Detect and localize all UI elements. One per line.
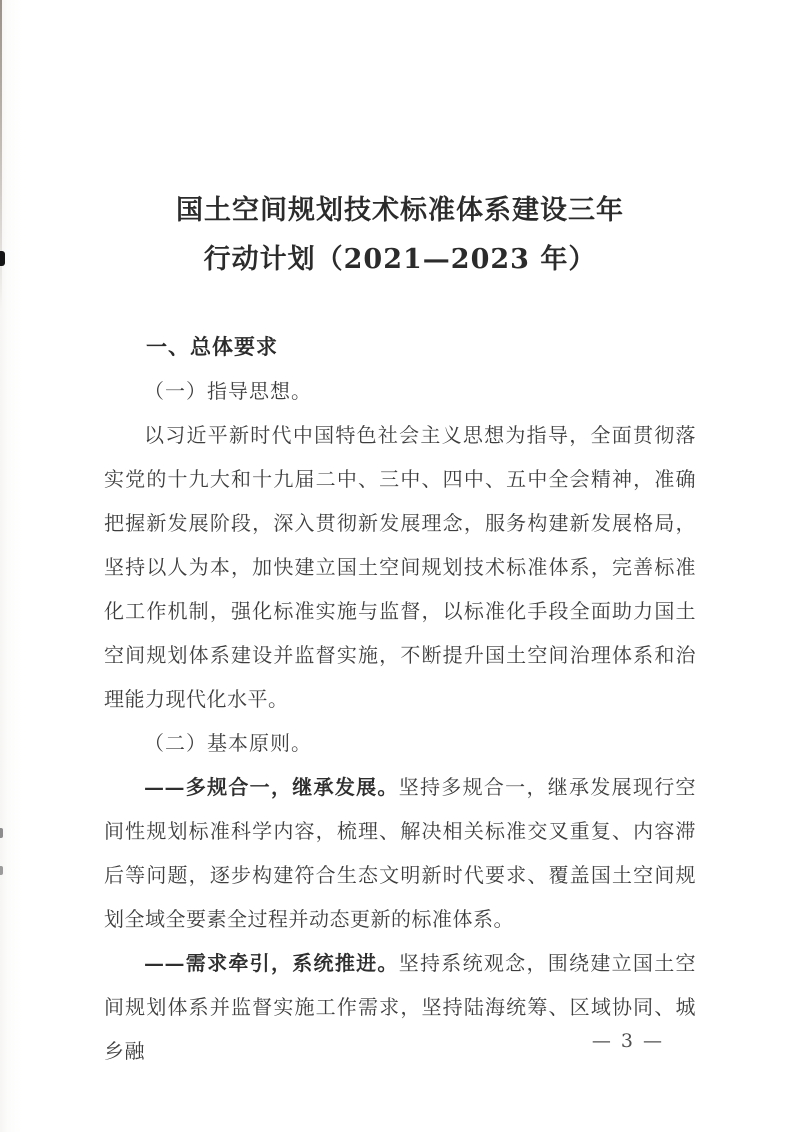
document-title bbox=[0, 0, 800, 284]
principle-1-lead: ——多规合一，继承发展。 bbox=[144, 775, 399, 799]
sub-heading-basic-principles: （二）基本原则。 bbox=[144, 731, 312, 755]
scan-artifact-mark bbox=[0, 251, 5, 266]
scan-artifact-mark bbox=[0, 828, 3, 838]
page-number: — 3 — bbox=[591, 1030, 664, 1052]
principle-1-text: 坚持多规合一，继承发展现行空间性规划标准科学内容，梳理、解决相关标准交叉重复、内容滞后等问题，逐步构建符合生态文明新时代要求、覆盖国土空间规划全域全要素全过程并动态更新的标准体系。 bbox=[104, 775, 697, 931]
paragraph-principle-2 bbox=[104, 941, 696, 1073]
sub-heading-guiding-ideology: （一）指导思想。 bbox=[144, 379, 312, 403]
scan-artifact-mark bbox=[0, 866, 3, 875]
paragraph-guiding-ideology: 以习近平新时代中国特色社会主义思想为指导，全面贯彻落实党的十九大和十九届二中、三中、四中、五中全会精神，准确把握新发展阶段，深入贯彻新发展理念，服务构建新发展格局，坚持以人为本，加快建立国土空间规划技术标准体系，完善标准化工作机制，强化标准实施与监督，以标准化手段全面助力国土空间规划体系建设并监督实施，不断提升国土空间治理体系和治理能力现代化水平。 bbox=[104, 423, 696, 711]
document-title-line-2: 行动计划（2021—2023 年） bbox=[203, 244, 597, 275]
principle-2-lead: ——需求牵引，系统推进。 bbox=[144, 951, 399, 975]
document-title-line-1: 国土空间规划技术标准体系建设三年 bbox=[176, 195, 624, 226]
principle-2-text: 坚持系统观念，围绕建立国土空间规划体系并监督实施工作需求，坚持陆海统筹、区域协同、城乡融 bbox=[104, 951, 697, 1063]
section-heading-overall-requirements: 一、总体要求 bbox=[146, 335, 278, 359]
document-body bbox=[104, 325, 696, 1073]
paragraph-principle-1 bbox=[104, 765, 696, 941]
